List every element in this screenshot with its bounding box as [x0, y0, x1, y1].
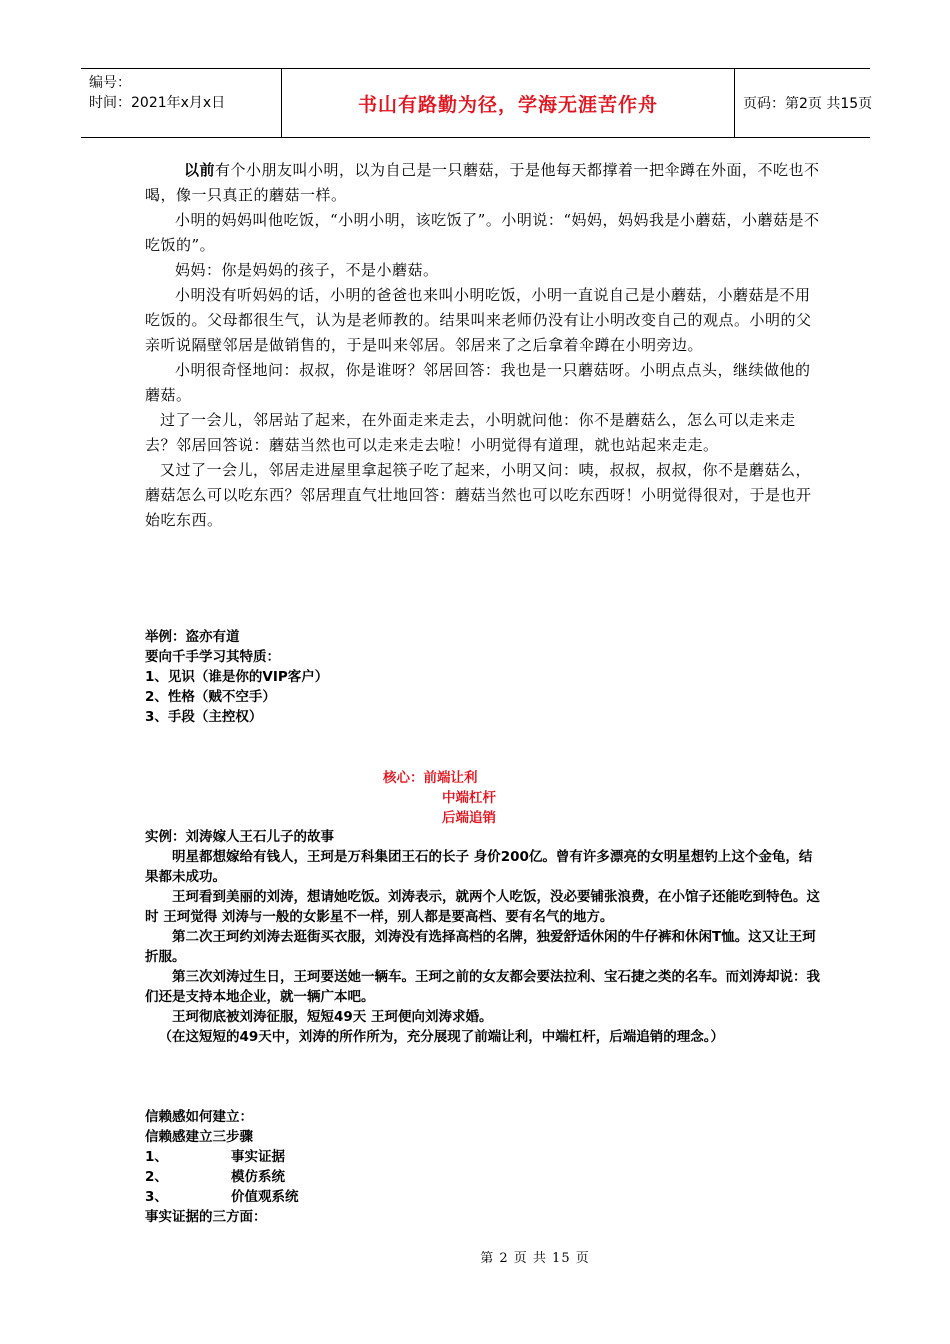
case-paragraph-5: 王珂彻底被刘涛征服，短短49天 王珂便向刘涛求婚。 — [172, 1009, 493, 1025]
case-paragraph-6: （在这短短的49天中，刘涛的所作所为，充分展现了前端让利，中端杠杆，后端追销的理念。） — [158, 1029, 725, 1045]
example-title: 举例：盗亦有道 — [145, 629, 240, 645]
trust-item-text: 模仿系统 — [231, 1169, 285, 1185]
example-section — [145, 627, 825, 727]
header-motto-cell — [281, 69, 735, 137]
page-header — [81, 68, 873, 138]
example-intro: 要向千手学习其特质： — [145, 649, 280, 665]
trust-item-num: 2、 — [145, 1169, 168, 1185]
core-line-1: 核心：前端让利 — [383, 770, 478, 786]
core-line-2: 中端杠杆 — [442, 790, 496, 806]
trust-section — [145, 1107, 825, 1227]
case-title: 实例：刘涛嫁人王石儿子的故事 — [145, 829, 334, 845]
trust-last: 事实证据的三方面： — [145, 1209, 267, 1225]
example-item: 1、见识（谁是你的VIP客户） — [145, 669, 329, 685]
trust-item-num: 1、 — [145, 1149, 168, 1165]
trust-item — [145, 1167, 825, 1187]
header-meta — [81, 69, 281, 137]
story-paragraph-7: 又过了一会儿，邻居走进屋里拿起筷子吃了起来，小明又问：咦，叔叔，叔叔，你不是蘑菇么，蘑菇怎么可以吃东西？邻居理直气壮地回答：蘑菇当然也可以吃东西呀！小明觉得很对，于是也开始吃东西。 — [145, 461, 812, 529]
story-section — [145, 158, 825, 533]
header-page-info: 页码：第2页 共15页 — [743, 96, 873, 112]
trust-item — [145, 1187, 825, 1207]
core-line-3: 后端追销 — [442, 810, 496, 826]
story-paragraph-2: 小明的妈妈叫他吃饭，“小明小明，该吃饭了”。小明说：“妈妈，妈妈我是小蘑菇，小蘑菇是不吃饭的”。 — [145, 211, 820, 254]
trust-title: 信赖感如何建立： — [145, 1109, 253, 1125]
trust-item — [145, 1147, 825, 1167]
example-item: 2、性格（贼不空手） — [145, 689, 276, 705]
story-paragraph-4: 小明没有听妈妈的话，小明的爸爸也来叫小明吃饭，小明一直说自己是小蘑菇，小蘑菇是不用吃饭的。父母都很生气，认为是老师教的。结果叫来老师仍没有让小明改变自己的观点。小明的父亲听说隔壁邻居是做销售的，于是叫来邻居。邻居来了之后拿着伞蹲在小明旁边。 — [145, 286, 812, 354]
story-p1-rest: 有个小朋友叫小明，以为自己是一只蘑菇，于是他每天都撑着一把伞蹲在外面，不吃也不喝，像一只真正的蘑菇一样。 — [145, 161, 820, 204]
header-time-label: 时间：2021年x月x日 — [89, 95, 226, 111]
trust-item-text: 价值观系统 — [231, 1189, 299, 1205]
trust-subtitle: 信赖感建立三步骤 — [145, 1129, 253, 1145]
case-paragraph-2: 王珂看到美丽的刘涛，想请她吃饭。刘涛表示，就两个人吃饭，没必要铺张浪费，在小馆子还能吃到特色。这时 王珂觉得 刘涛与一般的女影星不一样，别人都是要高档、要有名气的地方。 — [145, 889, 820, 925]
case-paragraph-3: 第二次王珂约刘涛去逛街买衣服，刘涛没有选择高档的名牌，独爱舒适休闲的牛仔裤和休闲T恤。这又让王珂折服。 — [145, 929, 816, 965]
case-section — [145, 827, 825, 1047]
header-motto: 书山有路勤为径，学海无涯苦作舟 — [357, 93, 658, 116]
story-paragraph-5: 小明很奇怪地问：叔叔，你是谁呀？邻居回答：我也是一只蘑菇呀。小明点点头，继续做他的蘑菇。 — [145, 361, 811, 404]
trust-item-num: 3、 — [145, 1189, 168, 1205]
case-paragraph-1: 明星都想嫁给有钱人，王珂是万科集团王石的长子 身价200亿。曾有许多漂亮的女明星想钓上这个金龟，结果都未成功。 — [145, 849, 813, 885]
story-paragraph-3: 妈妈：你是妈妈的孩子，不是小蘑菇。 — [175, 261, 439, 279]
page-footer — [0, 1247, 950, 1266]
story-paragraph-1 — [145, 158, 825, 208]
story-paragraph-6: 过了一会儿，邻居站了起来，在外面走来走去，小明就问他：你不是蘑菇么，怎么可以走来走去？邻居回答说：蘑菇当然也可以走来走去啦！小明觉得有道理，就也站起来走走。 — [145, 411, 796, 454]
story-p1-bold: 以前 — [184, 161, 216, 179]
case-paragraph-4: 第三次刘涛过生日，王珂要送她一辆车。王珂之前的女友都会要法拉利、宝石捷之类的名车。而刘涛却说：我们还是支持本地企业，就一辆广本吧。 — [145, 969, 820, 1005]
header-code-label: 编号： — [89, 75, 131, 91]
footer-page-number: 第 2 页 共 15 页 — [480, 1251, 590, 1266]
trust-item-text: 事实证据 — [231, 1149, 285, 1165]
example-item: 3、手段（主控权） — [145, 709, 263, 725]
